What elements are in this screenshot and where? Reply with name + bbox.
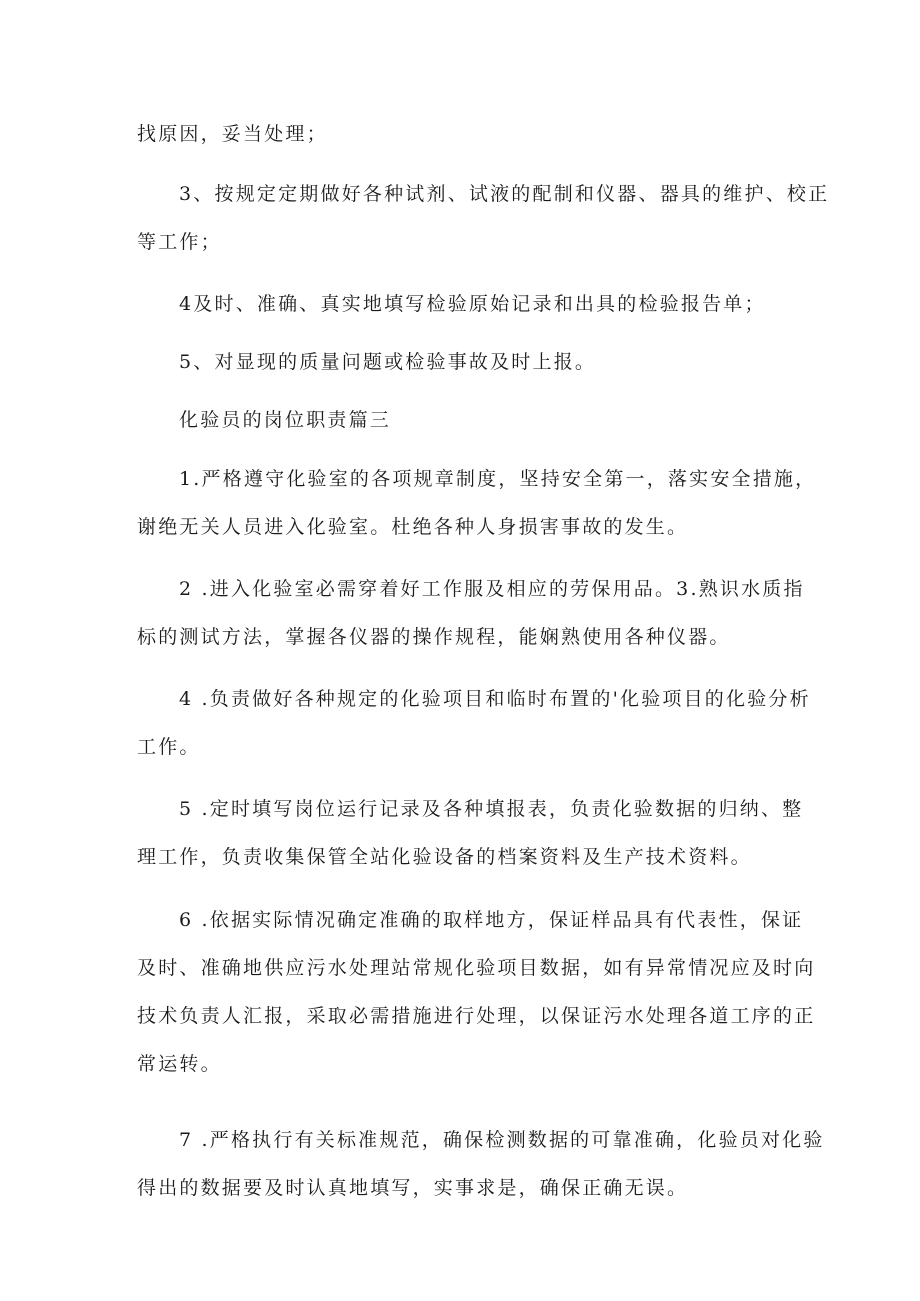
text-line: 等工作； [137,231,222,253]
text-line: 7 .严格执行有关标准规范，确保检测数据的可靠准确，化验员对化验 [179,1129,825,1151]
text-line: 5、对显现的质量问题或检验事故及时上报。 [179,351,597,373]
text-line: 找原因，妥当处理； [137,123,328,145]
text-line: 得出的数据要及时认真地填写，实事求是，确保正确无误。 [137,1177,689,1199]
text-line: 6 .依据实际情况确定准确的取样地方，保证样品具有代表性，保证 [179,909,804,931]
list-item-6 [137,893,816,1091]
text-line: 3、按规定定期做好各种试剂、试液的配制和仪器、器具的维护、校正 [179,183,830,205]
paragraph-continuation [137,107,792,161]
paragraph-item-3 [137,167,830,269]
paragraph-item-4 [137,277,792,331]
text-line: 4及时、准确、真实地填写检验原始记录和出具的检验报告单； [179,293,766,315]
text-line: 工作。 [137,736,201,758]
text-line: 5 .定时填写岗位运行记录及各种填报表，负责化验数据的归纳、整 [179,798,804,820]
text-line: 常运转。 [137,1053,222,1075]
list-item-5 [137,782,804,884]
list-item-7 [137,1113,825,1215]
text-line: 1.严格遵守化验室的各项规章制度，坚持安全第一，落实安全措施， [179,468,817,490]
list-item-4 [137,672,811,774]
text-line: 技术负责人汇报，采取必需措施进行处理，以保证污水处理各道工序的正 [137,1005,816,1027]
text-line: 标的测试方法，掌握各仪器的操作规程，能娴熟使用各种仪器。 [137,626,731,648]
section-heading: 化验员的岗位职责篇三 [179,409,392,431]
text-line: 及时、准确地供应污水处理站常规化验项目数据，如有异常情况应及时向 [137,957,816,979]
paragraph-item-5 [137,335,792,389]
text-line: 4 .负责做好各种规定的化验项目和临时布置的'化验项目的化验分析 [179,688,811,710]
text-line: 2 .进入化验室必需穿着好工作服及相应的劳保用品。3.熟识水质指 [179,578,805,600]
text-line: 谢绝无关人员进入化验室。杜绝各种人身损害事故的发生。 [137,516,689,538]
list-item-1 [137,452,817,554]
text-line: 理工作，负责收集保管全站化验设备的档案资料及生产技术资料。 [137,846,752,868]
list-item-2 [137,562,805,664]
